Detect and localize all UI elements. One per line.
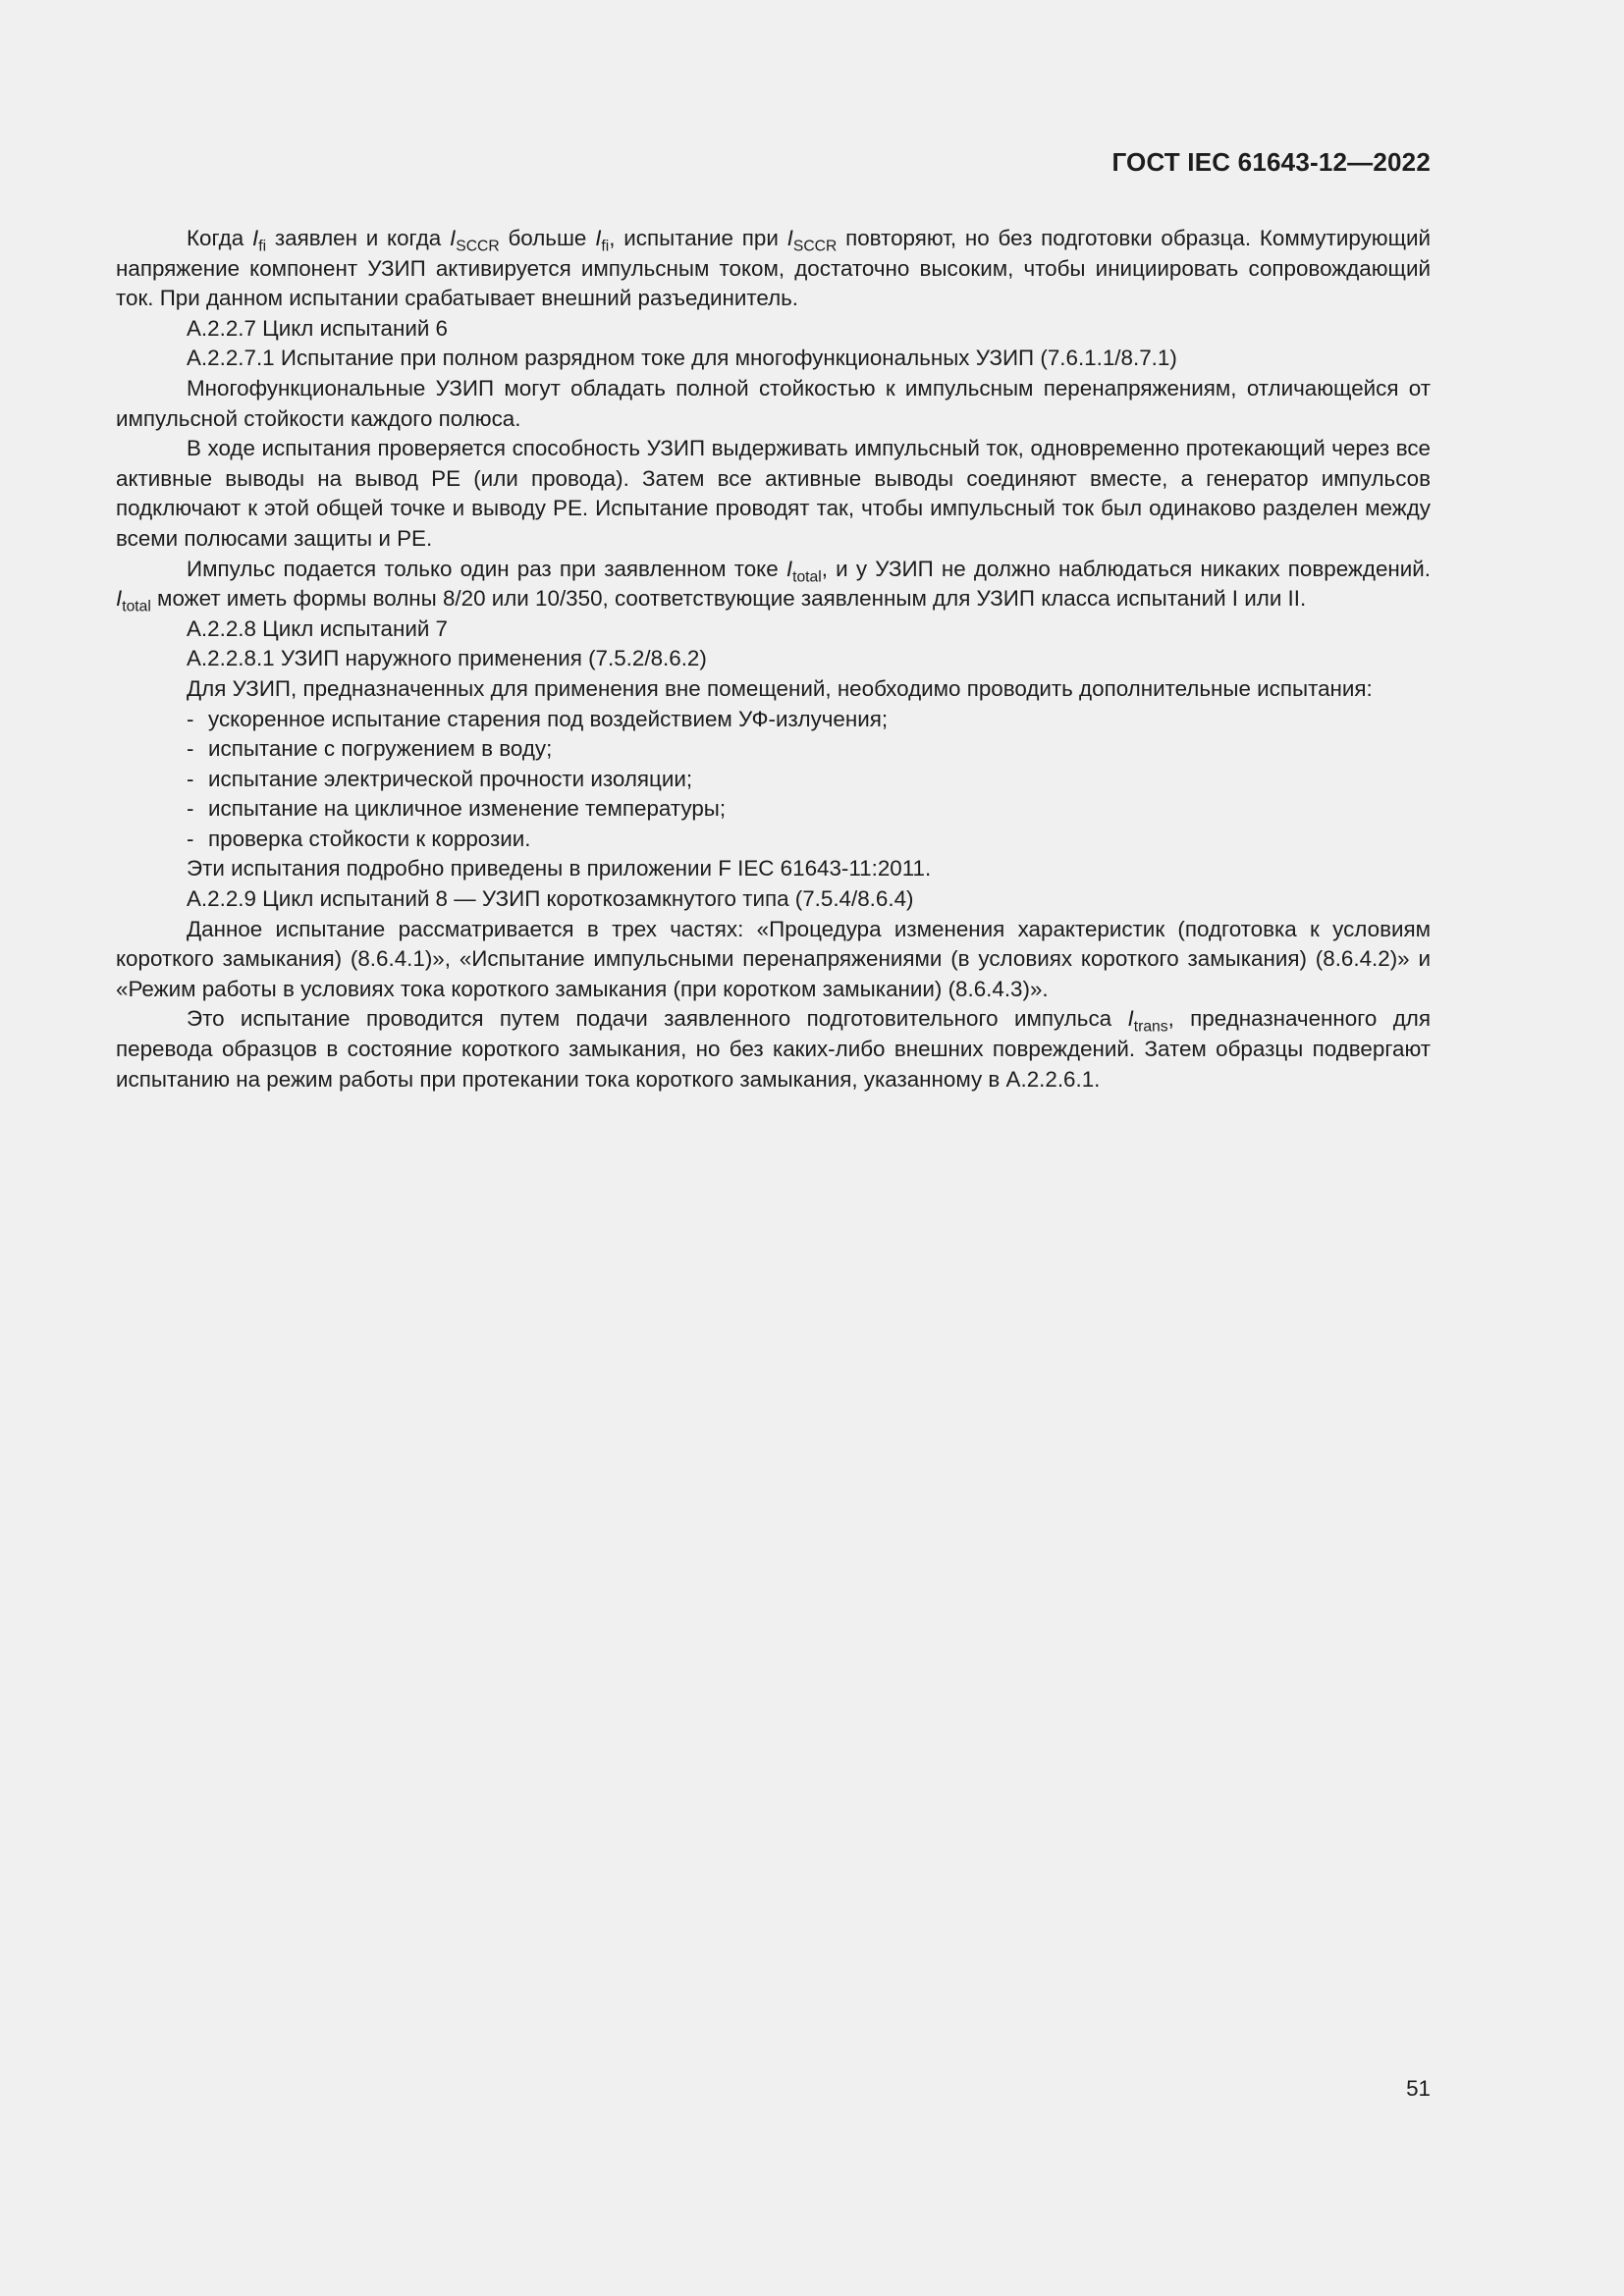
text-run: Это испытание проводится путем подачи заявленного подготовительного импульса xyxy=(187,1006,1128,1032)
list-item xyxy=(116,825,1431,855)
list-item-text: испытание электрической прочности изоляции; xyxy=(208,766,693,791)
list-item xyxy=(116,794,1431,825)
list-item-text: испытание на цикличное изменение температуры; xyxy=(208,796,727,822)
dash-bullet: - xyxy=(187,736,194,762)
paragraph-annex-reference: Эти испытания подробно приведены в приложении F IEC 61643-11:2011. xyxy=(187,856,932,881)
subscript: trans xyxy=(1133,1018,1168,1036)
list-item-text: испытание с погружением в воду; xyxy=(208,736,553,762)
subscript: fi xyxy=(601,238,610,255)
symbol-i: I xyxy=(786,226,793,250)
section-heading-a229: А.2.2.9 Цикл испытаний 8 — УЗИП короткозамкнутого типа (7.5.4/8.6.4) xyxy=(187,886,914,912)
text-run: может иметь формы волны 8/20 или 10/350, соответствующие заявленным для УЗИП класса испытаний I или II. xyxy=(150,586,1307,612)
subscript: SCCR xyxy=(792,238,838,255)
paragraph-itrans xyxy=(116,1004,1431,1095)
subscript: SCCR xyxy=(456,238,500,255)
page-number: 51 xyxy=(1406,2076,1431,2101)
paragraph-multifunction-spd: Многофункциональные УЗИП могут обладать полной стойкостью к импульсным перенапряжениям, отличающейся от импульсной стойкости каждого полюса. xyxy=(116,375,1431,431)
symbol-i: I xyxy=(1127,1006,1134,1032)
text-run: , предназначенного для перевода образцов в состояние короткого замыкания, но без каких-либо внешних повреждений. Затем образцы подвергают испытанию на режим работы при протекании тока короткого замыкания, указанному в А.2.2.6.1. xyxy=(116,1006,1431,1092)
paragraph-test-procedure: В ходе испытания проверяется способность УЗИП выдерживать импульсный ток, одновременно протекающий через все активные выводы на вывод PE (или провода). Затем все активные выводы соединяют вместе, а генератор импульсов подключают к этой общей точке и выводу PE. Испытание проводят так, чтобы импульсный ток был одинаково разделен между всеми полюсами защиты и PE. xyxy=(116,436,1431,551)
symbol-i: I xyxy=(116,586,123,612)
paragraph-three-parts: Данное испытание рассматривается в трех частях: «Процедура изменения характеристик (подготовка к условиям короткого замыкания) (8.6.4.1)», «Испытание импульсными перенапряжениями (в условиях короткого замыкания) (8.6.4.2)» и «Режим работы в условиях тока короткого замыкания (при коротком замыкании) (8.6.4.3)». xyxy=(116,916,1431,1001)
paragraph-itotal xyxy=(116,555,1431,614)
text-run: , испытание при xyxy=(609,226,787,250)
text-run: Когда xyxy=(187,226,252,250)
dash-bullet: - xyxy=(187,706,194,731)
dash-bullet: - xyxy=(187,766,194,791)
text-run: Импульс подается только один раз при заявленном токе xyxy=(187,556,786,581)
test-list xyxy=(116,705,1431,855)
section-heading-a227: А.2.2.7 Цикл испытаний 6 xyxy=(187,315,449,341)
document-header: ГОСТ IEC 61643-12—2022 xyxy=(1111,147,1431,177)
symbol-i: I xyxy=(785,556,793,581)
text-run: заявлен и когда xyxy=(266,226,451,250)
list-item xyxy=(116,705,1431,735)
dash-bullet: - xyxy=(187,796,194,822)
symbol-i: I xyxy=(251,226,259,250)
section-heading-a2271: А.2.2.7.1 Испытание при полном разрядном токе для многофункциональных УЗИП (7.6.1.1/8.7.1) xyxy=(187,346,1177,371)
paragraph-outdoor-tests: Для УЗИП, предназначенных для применения вне помещений, необходимо проводить дополнительные испытания: xyxy=(187,675,1373,701)
dash-bullet: - xyxy=(187,826,194,851)
list-item-text: проверка стойкости к коррозии. xyxy=(208,826,531,851)
paragraph-ifi-sccr xyxy=(116,224,1431,314)
text-run: больше xyxy=(499,226,596,250)
section-heading-a228: А.2.2.8 Цикл испытаний 7 xyxy=(187,615,449,641)
section-heading-a2281: А.2.2.8.1 УЗИП наружного применения (7.5.2/8.6.2) xyxy=(187,646,707,671)
list-item xyxy=(116,734,1431,765)
list-item xyxy=(116,765,1431,795)
subscript: total xyxy=(792,568,822,586)
text-run: повторяют, но без подготовки образца. Коммутирующий напряжение компонент УЗИП активируется импульсным током, достаточно высоким, чтобы инициировать сопровождающий ток. При данном испытании срабатывает внешний разъединитель. xyxy=(116,226,1432,311)
text-run: , и у УЗИП не должно наблюдаться никаких повреждений. xyxy=(821,556,1431,581)
symbol-i: I xyxy=(450,226,457,250)
list-item-text: ускоренное испытание старения под воздействием УФ-излучения; xyxy=(208,706,889,731)
subscript: total xyxy=(122,598,151,615)
symbol-i: I xyxy=(595,226,602,250)
subscript: fi xyxy=(258,238,267,255)
document-body xyxy=(116,224,1431,1095)
